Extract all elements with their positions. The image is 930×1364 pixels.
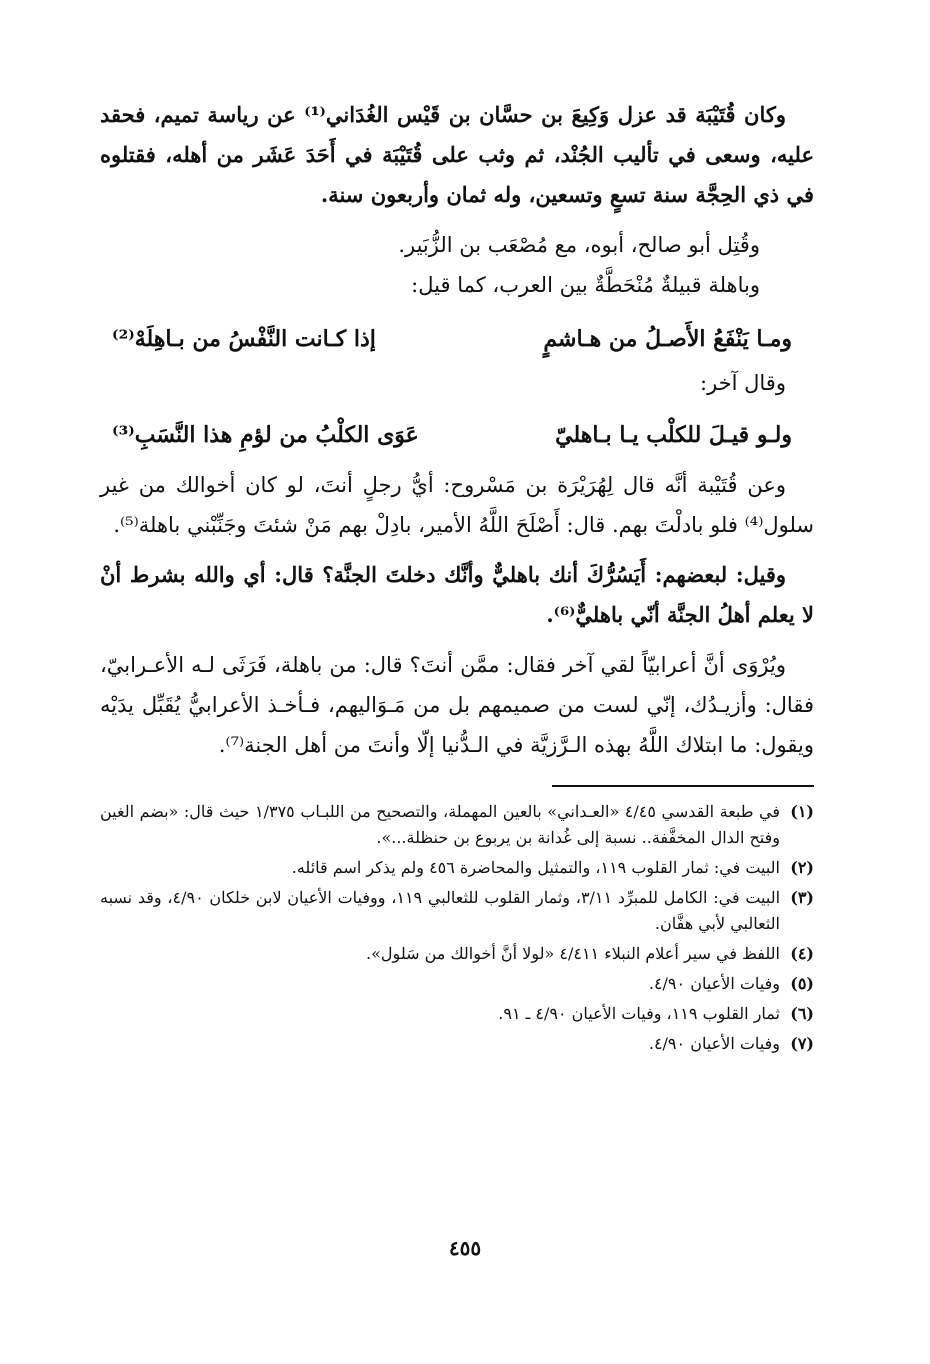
verse-2-first-hemistich: ولـو قيـلَ للكلْب يـا بـاهليّ — [555, 422, 792, 448]
paragraph-qutayba-killing: وكان قُتَيْبَة قد عزل وَكِيعَ بن حسَّان بن قَيْس الغُدَاني⁽¹⁾ عن رياسة تميم، فحقد عليه، وسعى في تأليب الجُنْد، ثم وثب على قُتَيْبَة في أَحَدَ عَشَر من أهله، فقتلوه في ذي الحِجَّة سنة تسعٍ وتسعين، وله ثمان وأربعون سنة. — [100, 102, 814, 207]
footnote-number: (٦) — [790, 1004, 814, 1023]
footnote-2 — [100, 855, 814, 881]
footnote-text: ثمار القلوب ١١٩، وفيات الأعيان ٤/٩٠ ـ ٩١. — [498, 1004, 780, 1023]
footnote-number: (٤) — [790, 944, 814, 963]
verse-line-2 — [112, 415, 792, 455]
footnote-text: اللفظ في سير أعلام النبلاء ٤/٤١١ «لولا أنَّ أخوالك من سَلول». — [366, 944, 780, 963]
footnote-1 — [100, 799, 814, 851]
footnote-5 — [100, 971, 814, 997]
footnote-number: (١) — [790, 802, 814, 821]
verse-1-second-hemistich: إذا كـانت النَّفْسُ من بـاهِلَهْ⁽²⁾ — [112, 326, 376, 352]
paragraph-hurayra-anecdote: وعن قُتَيْبة أنَّه قال لِهُرَيْرَة بن مَسْروح: أيُّ رجلٍ أنتَ، لو كان أخوالك من غير سلول⁽⁴⁾ فلو بادلْتَ بهم. قال: أَصْلَحَ اللَّهُ الأمير، بادِلْ بهم مَنْ شئتَ وجَنِّبْني باهلة⁽⁵⁾. — [100, 473, 814, 537]
footnote-text: البيت في: الكامل للمبرِّد ٣/١١، وثمار القلوب للثعالبي ١١٩، ووفيات الأعيان لابن خلكان ٤/٩٠، وقد نسبه الثعالبي لأبي هفَّان. — [100, 888, 781, 933]
footnote-number: (٧) — [790, 1034, 814, 1053]
footnote-4 — [100, 941, 814, 967]
footnote-7 — [100, 1031, 814, 1057]
footnote-3 — [100, 885, 814, 937]
another-said-label: وقال آخر: — [700, 371, 786, 395]
footnote-separator — [552, 785, 814, 787]
footnote-text: في طبعة القدسي ٤/٤٥ «العـداني» بالعين المهملة، والتصحيح من اللبـاب ١/٣٧٥ حيث قال: «بضم الغين وفتح الدال المخفَّفة.. نسبة إلى غُدانة بن يربوع بن حنظلة...». — [100, 802, 781, 847]
footnote-6 — [100, 1001, 814, 1027]
footnote-number: (٣) — [790, 888, 814, 907]
footnote-text: وفيات الأعيان ٤/٩٠. — [648, 1034, 780, 1053]
paragraph-abu-salih: وقُتِل أبو صالح، أبوه، مع مُصْعَب بن الزُّبَير. — [398, 233, 760, 257]
footnote-number: (٢) — [790, 858, 814, 877]
book-page — [100, 95, 814, 1275]
page-number: ٤٥٥ — [448, 1236, 482, 1260]
footnote-text: وفيات الأعيان ٤/٩٠. — [648, 974, 780, 993]
footnote-text: البيت في: ثمار القلوب ١١٩، والتمثيل والمحاضرة ٤٥٦ ولم يذكر اسم قائله. — [291, 858, 780, 877]
footnote-number: (٥) — [790, 974, 814, 993]
paragraph-paradise-anecdote: وقيل: لبعضهم: أَيَسُرُّكَ أنك باهليٌّ وأنَّك دخلتَ الجنَّة؟ قال: أي والله بشرط أنْ لا يعلم أهلُ الجنَّة أنّي باهليٌّ⁽⁶⁾. — [100, 562, 814, 627]
verse-line-1 — [112, 319, 792, 359]
verse-1-first-hemistich: ومـا يَنْفَعُ الأَصـلُ من هـاشمٍ — [543, 326, 792, 352]
paragraph-bahila-intro: وباهلة قبيلةٌ مُنْحَطَّةٌ بين العرب، كما قيل: — [411, 273, 760, 297]
footnotes — [100, 799, 814, 1057]
verse-2-second-hemistich: عَوَى الكلْبُ من لؤمِ هذا النَّسَبِ⁽³⁾ — [112, 422, 419, 448]
paragraph-bedouin-anecdote: ويُرْوَى أنَّ أعرابيّاً لقي آخر فقال: ممَّن أنتَ؟ قال: من باهلة، فَرَثَى لـه الأعـرابيّ، فقال: وأزيـدُك، إنّي لست من صميمهم بل من مَـوَاليهم، فـأخـذ الأعرابيُّ يُقَبِّل يدَيْه ويقول: ما ابتلاك اللَّهُ بهذه الـرَّزيَّة في الـدُّنيا إلّا وأنتَ من أهل الجنة⁽⁷⁾. — [100, 653, 814, 757]
